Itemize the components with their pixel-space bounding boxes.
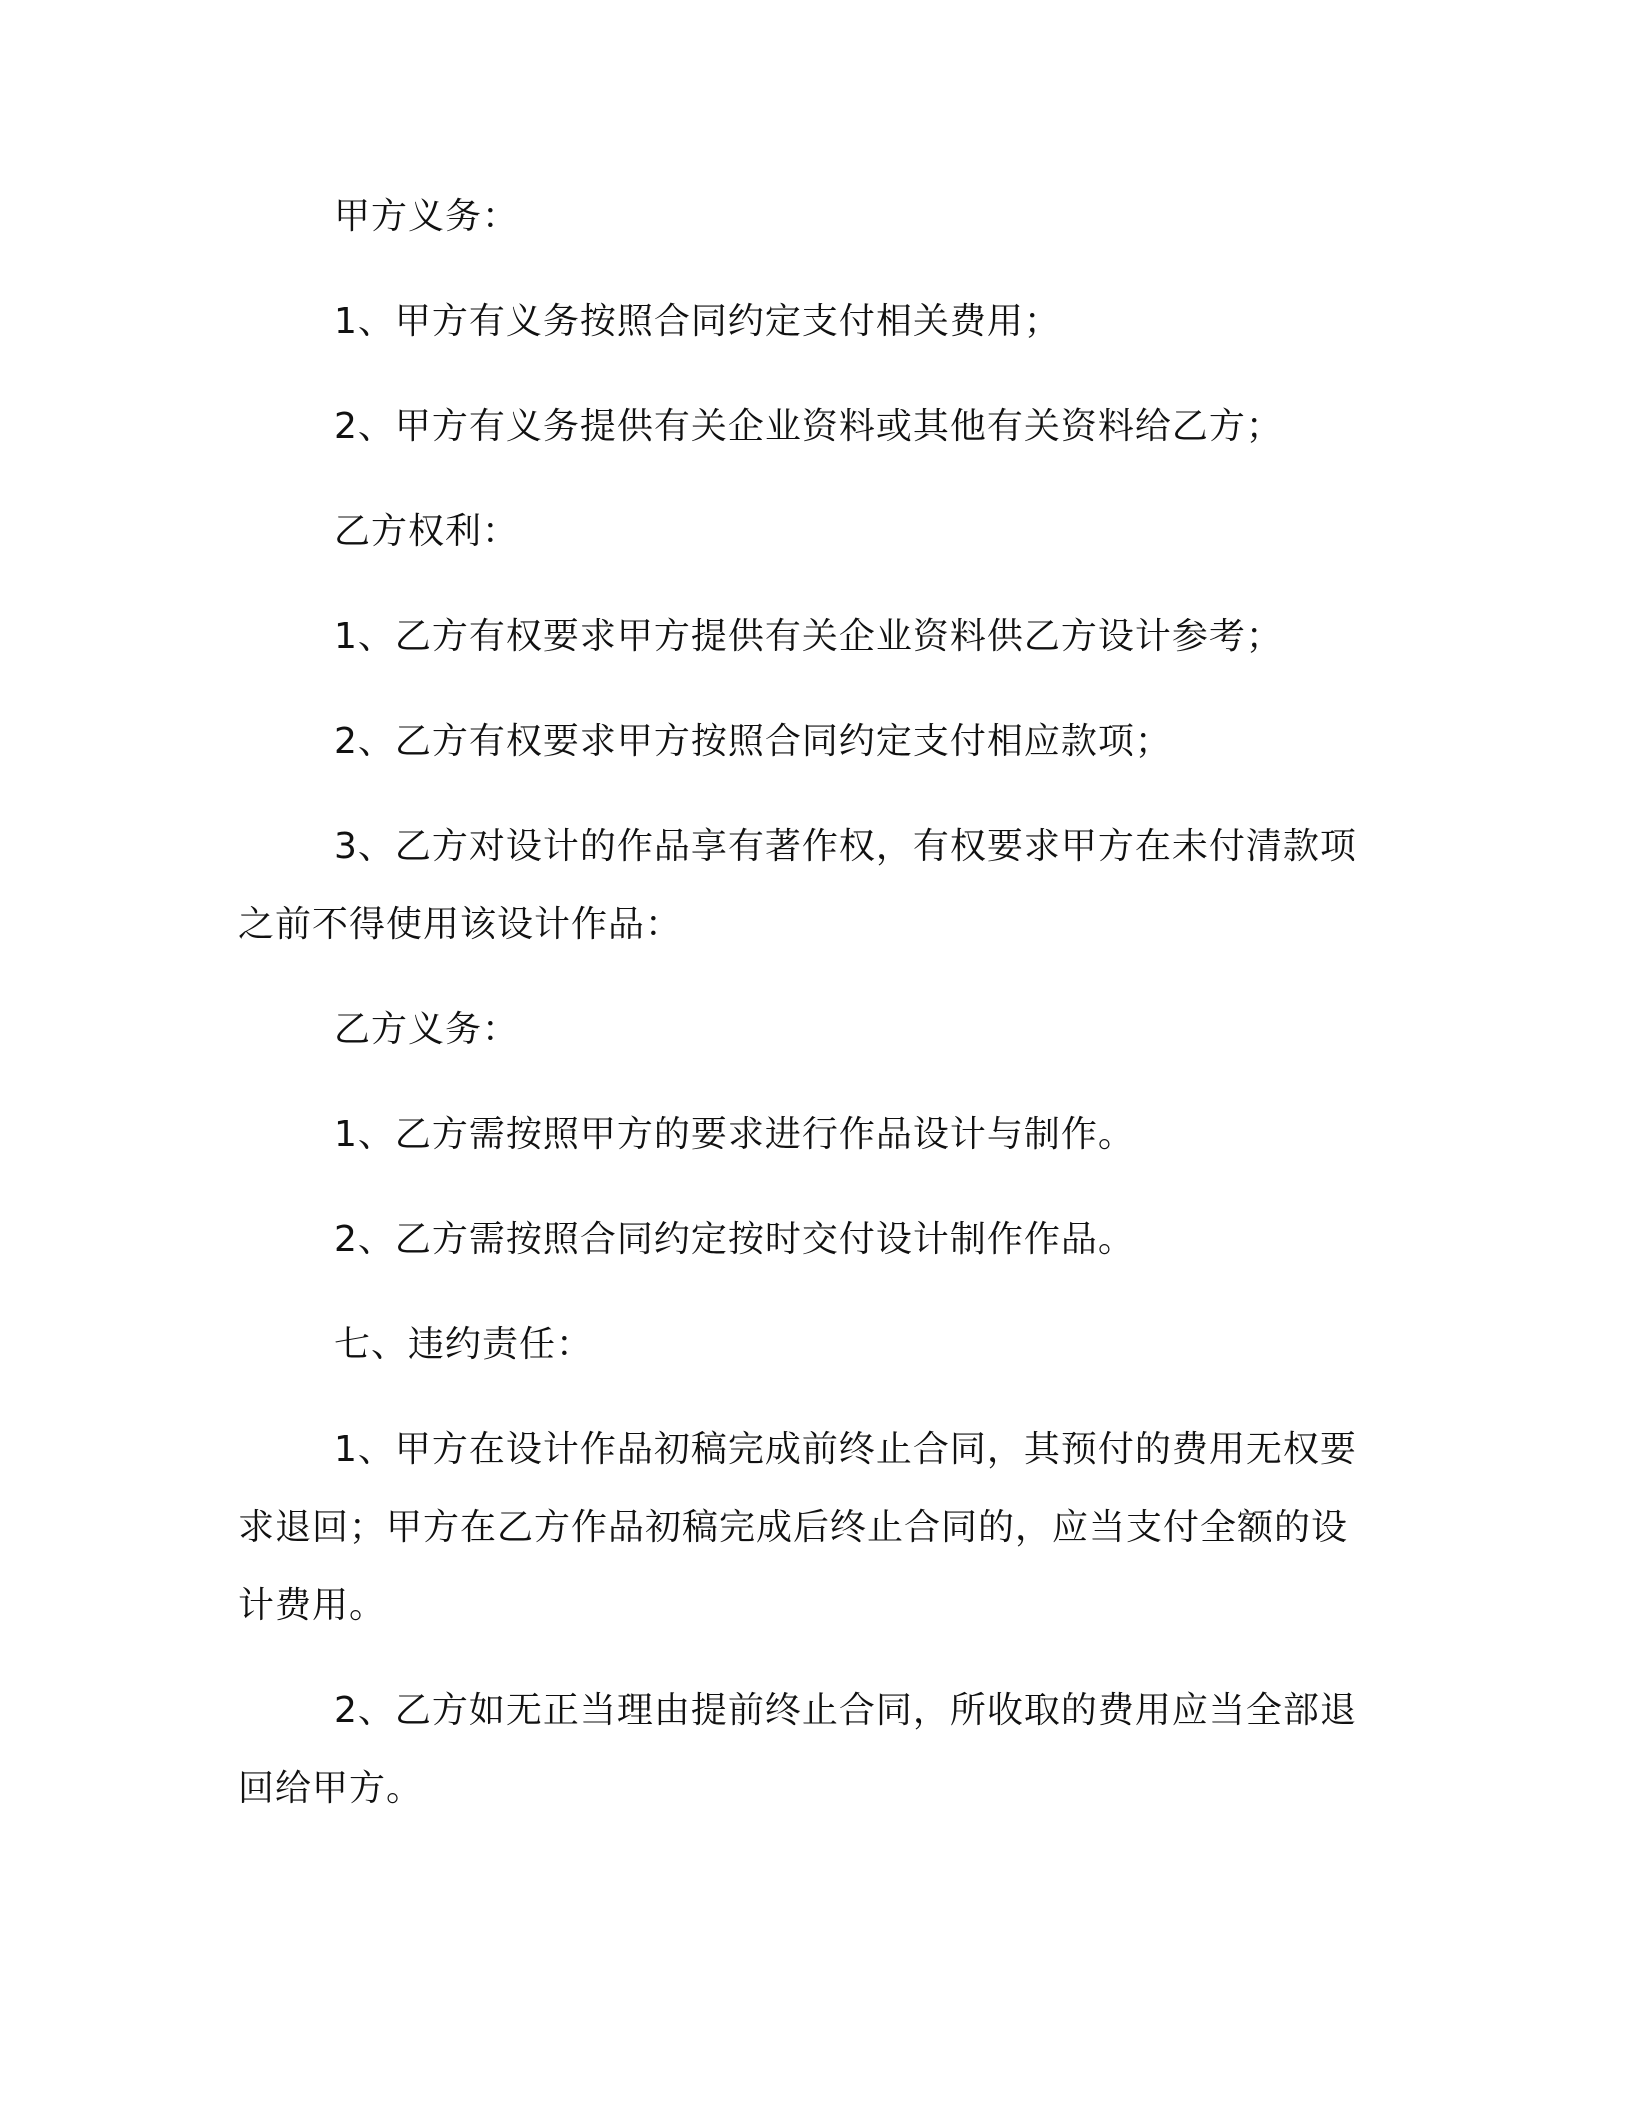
breach-clause-2: 2、乙方如无正当理由提前终止合同，所收取的费用应当全部退回给甲方。 — [238, 1690, 1357, 1809]
party-b-right-3: 3、乙方对设计的作品享有著作权，有权要求甲方在未付清款项之前不得使用该设计作品： — [238, 826, 1357, 945]
heading-party-b-obligations: 乙方义务： — [334, 1009, 520, 1050]
breach-clause-1: 1、甲方在设计作品初稿完成前终止合同，其预付的费用无权要求退回；甲方在乙方作品初稿完成后终止合同的，应当支付全额的设计费用。 — [238, 1429, 1357, 1626]
party-a-obligation-2: 2、甲方有义务提供有关企业资料或其他有关资料给乙方； — [334, 406, 1283, 447]
heading-party-b-rights: 乙方权利： — [334, 511, 520, 552]
party-a-obligation-1: 1、甲方有义务按照合同约定支付相关费用； — [334, 301, 1061, 342]
party-b-right-2: 2、乙方有权要求甲方按照合同约定支付相应款项； — [334, 721, 1172, 762]
heading-party-a-obligations: 甲方义务： — [334, 196, 520, 237]
document-body — [238, 178, 1358, 1828]
party-b-obligation-1: 1、乙方需按照甲方的要求进行作品设计与制作。 — [334, 1114, 1135, 1155]
party-b-right-1: 1、乙方有权要求甲方提供有关企业资料供乙方设计参考； — [334, 616, 1283, 657]
party-b-obligation-2: 2、乙方需按照合同约定按时交付设计制作作品。 — [334, 1219, 1135, 1260]
heading-breach-liability: 七、违约责任： — [334, 1324, 594, 1365]
